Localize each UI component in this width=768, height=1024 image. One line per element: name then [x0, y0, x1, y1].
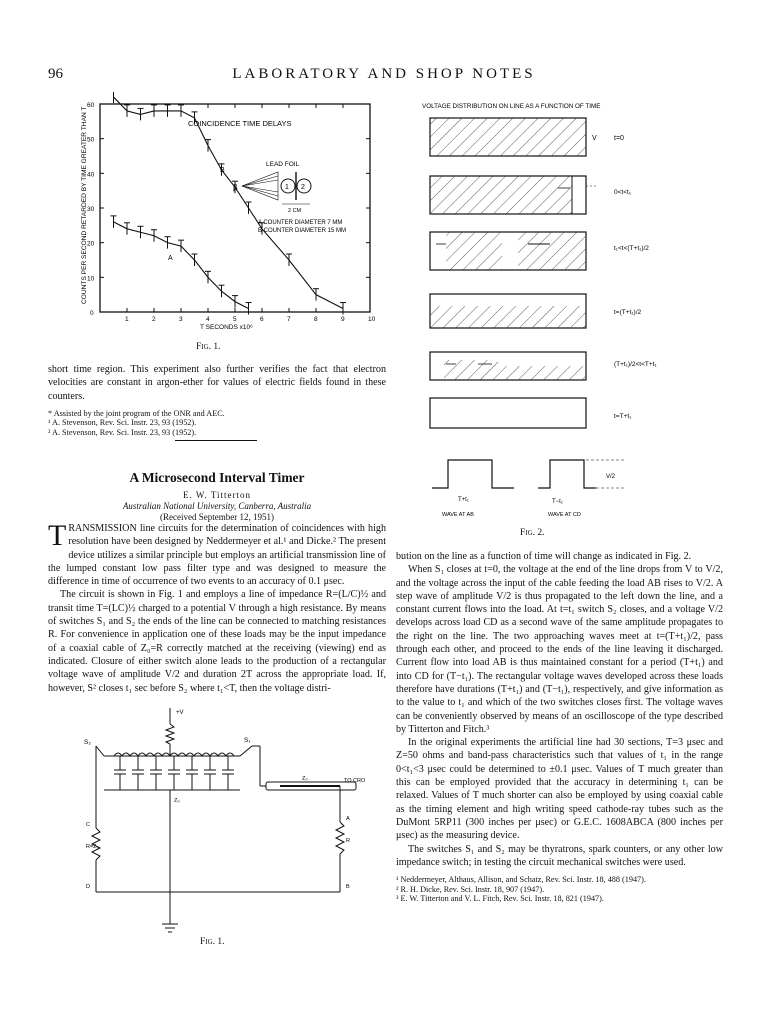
counter-1: 1: [285, 184, 289, 191]
paragraph-5: In the original experiments the artificial line had 30 sections, T=3 μsec and Z=50 ohms and band-pass characteristics such that values of t₁ in the range 0<t₁<3 μsec could be determined to ±0.1 μsec. Values of T much greater than this can be employed provided that the accuracy in determining t₁ can be relaxed. Values of T much shorter can also be employed by using coaxial cable as the timing element and high writing speed cathode-ray tubes such as the DuMont 5RP11 (300 inches per μsec) or G.E.C. 1608ABCA (800 inches per μsec) as the measuring device.: [396, 737, 723, 842]
wave-cd: [538, 460, 596, 488]
v-half-label: V/2: [606, 474, 616, 480]
wave-cd-label: WAVE AT CD: [548, 512, 581, 518]
footnote: ¹ Neddermeyer, Althaus, Allison, and Schatz, Rev. Sci. Instr. 18, 488 (1947).: [396, 875, 646, 885]
graph-xlabel: T SECONDS x10⁶: [200, 324, 253, 331]
s2-label: S₂: [84, 739, 91, 746]
fig2-caption: Fig. 2.: [520, 528, 545, 538]
footnote: ¹ A. Stevenson, Rev. Sci. Instr. 23, 93 (1952).: [48, 418, 197, 428]
hv-label: +V: [176, 710, 184, 716]
d-label: D: [86, 884, 90, 890]
article-title: A Microsecond Interval Timer: [129, 470, 305, 485]
c-label: C: [86, 822, 90, 828]
plot-frame: [100, 104, 370, 312]
left-column-top: [48, 363, 386, 438]
x-tick-label: 4: [206, 316, 210, 323]
z0-label: Z₀: [174, 798, 180, 804]
state-label: t=0: [614, 135, 624, 142]
b-label: B: [346, 884, 350, 890]
output-waves: [432, 460, 624, 518]
y-tick-label: 50: [87, 136, 95, 144]
x-tick-label: 9: [341, 316, 345, 323]
state-label: (T+t₁)/2<t<T+t₁: [614, 361, 657, 368]
counter-sketch: [233, 172, 311, 214]
counter-2: 2: [301, 184, 305, 191]
beta-label: β: [233, 183, 238, 192]
coincidence-graph: [70, 92, 390, 342]
wave-ab-label: WAVE AT AB: [442, 512, 474, 518]
page-number: 96: [48, 66, 63, 82]
fig2-title: VOLTAGE DISTRIBUTION ON LINE AS A FUNCTION OF TIME: [422, 103, 601, 110]
footnote: ³ E. W. Titterton and V. L. Fitch, Rev. Sci. Instr. 18, 821 (1947).: [396, 894, 604, 904]
r-z0-label: R=Z₀: [86, 844, 99, 850]
state-5: [430, 398, 632, 428]
author: E. W. Titterton: [182, 490, 251, 500]
state-3: [430, 294, 642, 328]
legend-b: B COUNTER DIAMETER 15 MM: [258, 228, 347, 234]
x-tick-label: 3: [179, 316, 183, 323]
legend-a: A COUNTER DIAMETER 7 MM: [258, 220, 343, 226]
z0-cable-label: Z₀: [302, 776, 308, 782]
state-label: t₁<t<(T+t₁)/2: [614, 245, 649, 252]
paragraph-4: When S₁ closes at t=0, the voltage at the end of the line drops from V to V/2, and the voltage across the input of the cable feeding the load AB rises to V/2. A step wave of amplitude V/2 is thus propagated to the left down the line, and a constant current flows into the load. At t=t₁ switch S₂ closes, and a voltage V/2 develops across load CD as a second wave of the same amplitude propagates to the right on the line. The two approaching waves meet at t=(T+t₁)/2, pass through each other, and proceed to the ends of the line leaving it discharged. Current flow into load AB is thus maintained constant for a period (T+t₁) and into CD for (T−t₁). The rectangular voltage waves developed across these loads therefore have durations (T+t₁) and (T−t₁), respectively, and give information as to the value to t₁ and which of the two switches closes first. The voltage waves can be conveniently observed by means of an oscilloscope of the type described by Titterton and Fitch.³: [396, 564, 723, 735]
cd-duration: T−t₁: [552, 499, 563, 505]
r-label: R: [346, 838, 350, 844]
received-date: (Received September 12, 1951): [160, 512, 274, 522]
v-label: V: [592, 135, 597, 142]
y-tick-label: 20: [87, 240, 95, 248]
x-tick-label: 5: [233, 316, 237, 323]
graph-ylabel: COUNTS PER SECOND RETARDED BY TIME GREATER THAN T: [81, 106, 88, 304]
affiliation: Australian National University, Canberra, Australia: [122, 501, 312, 511]
x-tick-label: 1: [125, 316, 129, 323]
x-tick-label: 6: [260, 316, 264, 323]
y-tick-label: 30: [87, 206, 95, 213]
fig1-caption-circuit: Fig. 1.: [200, 937, 225, 947]
state-label: t=T+t₁: [614, 413, 632, 420]
x-tick-label: 10: [368, 316, 376, 323]
state-label: t=(T+t₁)/2: [614, 309, 642, 316]
series-line-B: [114, 97, 347, 308]
paragraph-2: The circuit is shown in Fig. 1 and employs a line of impedance R=(L/C)½ and transit time T=(LC)½ charged to a potential V through a high resistance. By means of switches S₁ and S₂ the ends of the line can be connected to matching resistances R. For convenience in application one of these loads may be the input impedance of a coaxial cable of Z₀=R correctly matched at the receiving (viewing) end as indicated. Closure of either switch alone leads to the production of a rectangular voltage wave of amplitude V/2 and duration 2T across the appropriate load. If, however, S² closes t₁ sec before S₂ where t₁<T, then the voltage distri-: [48, 589, 386, 694]
circuit-diagram: [80, 702, 380, 934]
state-t0: [430, 118, 624, 156]
paragraph-6: The switches S₁ and S₂ may be thyratrons, spark counters, or any other low impedance switch; in testing the circuit mechanical switches were used.: [396, 843, 723, 868]
cm-label: 2 CM: [288, 208, 302, 214]
voltage-distribution-figure: [418, 98, 728, 526]
state-label: 0<t<t₁: [614, 189, 632, 196]
state-2: [430, 232, 649, 270]
left-column-body: [48, 519, 386, 695]
footnote: ² A. Stevenson, Rev. Sci. Instr. 23, 93 (1952).: [48, 428, 197, 438]
series-line-A: [114, 222, 249, 309]
a-label: A: [346, 816, 350, 822]
article-footnotes: [396, 875, 723, 904]
x-tick-label: 8: [314, 316, 318, 323]
right-column-body: [396, 550, 723, 904]
footnote: * Assisted by the joint program of the ONR and AEC.: [48, 408, 225, 418]
running-head: LABORATORY AND SHOP NOTES: [232, 66, 536, 82]
y-tick-label: 60: [87, 102, 95, 109]
to-cro-label: TO CRO: [344, 778, 366, 784]
y-tick-label: 10: [87, 275, 95, 283]
ab-duration: T+t₁: [458, 497, 469, 503]
section-divider: [175, 440, 257, 441]
y-tick-label: 40: [87, 171, 95, 179]
x-tick-label: 7: [287, 316, 291, 323]
x-tick-label: 2: [152, 316, 156, 323]
top-footnotes: [48, 409, 386, 438]
drop-cap: T: [48, 519, 67, 552]
paragraph-3: bution on the line as a function of time will change as indicated in Fig. 2.: [396, 551, 692, 562]
curve-a-label: A: [168, 255, 173, 262]
s1-label: S₁: [244, 737, 251, 744]
state-4: [430, 352, 657, 380]
lead-foil-label: LEAD FOIL: [266, 161, 300, 168]
y-tick-label: 0: [90, 310, 94, 317]
fig1-caption: Fig. 1.: [196, 342, 221, 352]
footnote: ² R. H. Dicke, Rev. Sci. Instr. 18, 907 (1947).: [396, 884, 545, 894]
paragraph-1: TRANSMISSION line circuits for the determination of coincidences with high resolution have been designed by Neddermeyer et al.¹ and Dicke.² The present device utilizes a similar principle but employs an artificial transmission line of the lumped constant low pass filter type and was designed to measure the difference in time of occurrence of two events to an accuracy of 0.1 μsec.: [48, 519, 386, 588]
curve-b-label: B: [220, 167, 225, 174]
graph-title: COINCIDENCE TIME DELAYS: [188, 119, 292, 128]
wave-ab: [432, 460, 514, 488]
top-paragraph: short time region. This experiment also further verifies the fact that electron velocities are constant in argon-ether for values of electric fields found in these counters.: [48, 364, 386, 402]
state-1: [430, 176, 632, 214]
